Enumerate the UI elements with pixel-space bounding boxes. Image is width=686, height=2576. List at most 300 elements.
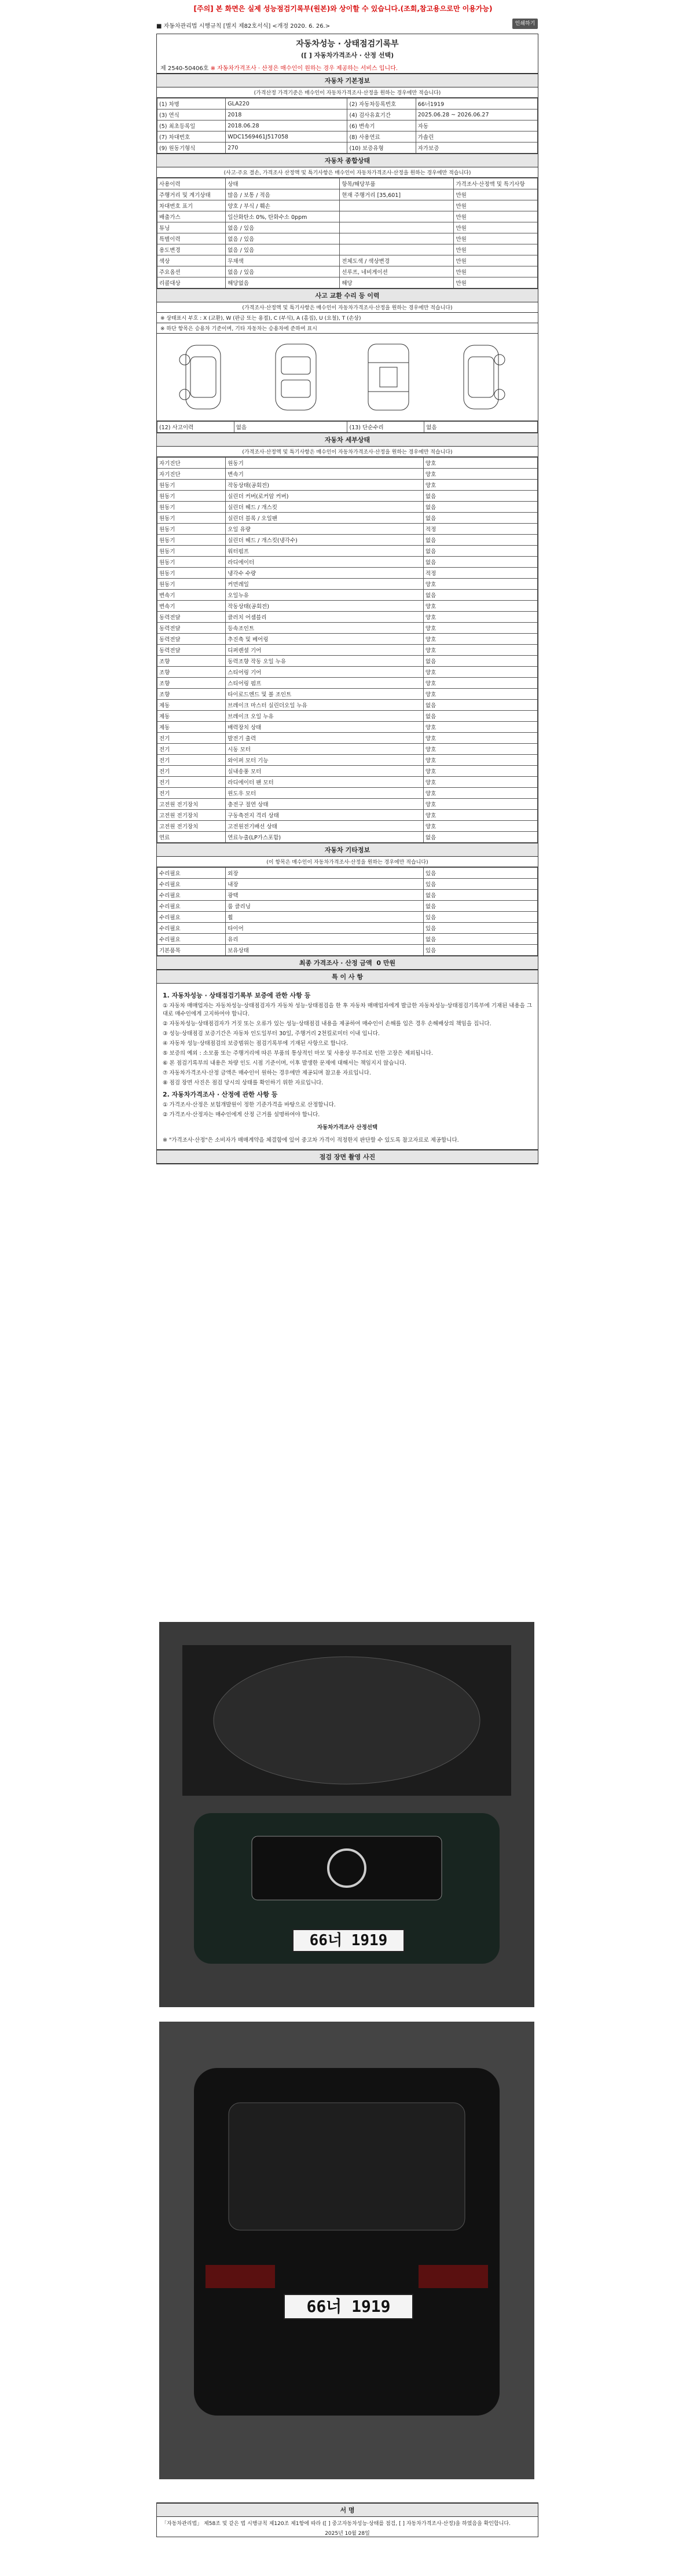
detail-row-cell-0: 동력전달 [157, 645, 226, 656]
disclaimer-notice: [주의] 본 화면은 실제 성능점검기록부(원본)와 상이할 수 있습니다.(조회,참고용으로만 이용가능) [193, 5, 493, 13]
detail-row-cell-0: 연료 [157, 832, 226, 843]
condition-row-cell-3: 만원 [454, 233, 538, 244]
detail-row-cell-0: 원동기 [157, 557, 226, 568]
condition-row-cell-0: 색상 [157, 255, 226, 266]
detail-row-cell-2: 없음 [423, 513, 537, 524]
price-section-title [157, 956, 538, 970]
option-row-cell-0: 기본품목 [157, 945, 226, 956]
detail-row-cell-0: 전기 [157, 766, 226, 777]
condition-row [157, 277, 538, 288]
simple-repair-value: 없음 [424, 422, 538, 433]
basic-section-title: 자동차 기본정보 [157, 74, 538, 87]
detail-row [157, 656, 538, 667]
option-row-cell-2: 있음 [423, 923, 537, 934]
detail-row-cell-2: 없음 [423, 590, 537, 601]
option-row [157, 879, 538, 890]
detail-row [157, 634, 538, 645]
detail-row-cell-2: 없음 [423, 700, 537, 711]
detail-row [157, 612, 538, 623]
special-item: ⑧ 점검 장면 사진은 점검 당시의 상태를 확인하기 위한 자료입니다. [163, 1080, 324, 1086]
special-item: ⑦ 자동차가격조사·산정 금액은 매수인이 원하는 경우에만 제공되며 참고용 자료입니다. [163, 1070, 371, 1076]
detail-row [157, 535, 538, 546]
detail-row-cell-2: 양호 [423, 480, 537, 491]
option-row-cell-0: 수리필요 [157, 890, 226, 901]
detail-row-cell-2: 양호 [423, 579, 537, 590]
option-row-cell-0: 수리필요 [157, 879, 226, 890]
condition-row-cell-3: 만원 [454, 222, 538, 233]
detail-row [157, 810, 538, 821]
special-item: ② 자동차성능·상태점검자가 거짓 또는 오류가 있는 성능·상태점검 내용을 제공하여 매수인이 손해를 입은 경우 손해배상의 책임을 집니다. [163, 1021, 491, 1027]
detail-row-cell-1: 실린더 블록 / 오일팬 [226, 513, 424, 524]
option-row-cell-0: 수리필요 [157, 923, 226, 934]
simple-repair-label: (13) 단순수리 [347, 422, 424, 433]
basic-section-note: (가격산정 가격기준은 매수인이 자동차가격조사·산정을 원하는 경우에만 적습니다) [157, 87, 538, 98]
special-list [163, 1002, 532, 1087]
detail-row-cell-1: 실린더 헤드 / 개스킷(냉각수) [226, 535, 424, 546]
detail-row-cell-2: 양호 [423, 601, 537, 612]
special-section-title: 특 이 사 항 [157, 970, 538, 984]
option-row-cell-1: 타이어 [226, 923, 424, 934]
condition-row [157, 222, 538, 233]
print-button[interactable]: 인쇄하기 [512, 19, 538, 29]
detail-row [157, 744, 538, 755]
condition-row-cell-1: 없음 / 있음 [226, 266, 340, 277]
condition-section-title: 자동차 종합상태 [157, 154, 538, 167]
special-item: ⑤ 보증의 예외 : 소모품 또는 주행거리에 따른 부품의 통상적인 마모 및 사용상 부주의로 인한 고장은 제외됩니다. [163, 1050, 433, 1057]
condition-row-cell-2: 현재 주행거리 [35,601] [340, 189, 454, 200]
condition-row-cell-1: 무채색 [226, 255, 340, 266]
detail-row-cell-0: 고전원 전기장치 [157, 810, 226, 821]
sheet-warning: ※ 자동차가격조사 · 산정은 매수인이 원하는 경우 제공하는 서비스 입니다. [210, 65, 398, 72]
condition-row-cell-1: 상태 [226, 178, 340, 189]
sheet-meta [157, 62, 538, 74]
detail-row [157, 689, 538, 700]
condition-row-cell-3: 가격조사·산정액 및 특기사항 [454, 178, 538, 189]
option-row-cell-2: 없음 [423, 901, 537, 912]
option-row-cell-2: 없음 [423, 890, 537, 901]
accident-history-table [157, 421, 538, 433]
condition-row-cell-1: 일산화탄소 0%, 탄화수소 0ppm [226, 211, 340, 222]
option-row-cell-2: 있음 [423, 945, 537, 956]
option-row [157, 901, 538, 912]
detail-row-cell-0: 고전원 전기장치 [157, 821, 226, 832]
detail-row [157, 458, 538, 469]
option-row-cell-1: 룸 클리닝 [226, 901, 424, 912]
detail-row-cell-2: 양호 [423, 766, 537, 777]
option-row [157, 923, 538, 934]
detail-row [157, 579, 538, 590]
detail-row-cell-0: 전기 [157, 733, 226, 744]
option-row-cell-2: 없음 [423, 934, 537, 945]
detail-row-cell-2: 양호 [423, 612, 537, 623]
sign-date: 2025년 10월 28일 [325, 2531, 370, 2537]
detail-row-cell-1: 연료누출(LP가스포함) [226, 832, 424, 843]
detail-row-cell-2: 없음 [423, 711, 537, 722]
basic-row-cell-2: (2) 자동차등록번호 [347, 98, 416, 109]
detail-row-cell-0: 원동기 [157, 502, 226, 513]
basic-row [157, 131, 538, 142]
special-item: ① 자동차 매매업자는 자동차성능·상태점검자가 자동차 성능·상태점검을 한 후 자동차 매매업자에게 발급한 자동차성능·상태점검기록부에 기재된 내용을 그대로 매수인에게 고지하여야 합니다. [163, 1003, 533, 1017]
detail-row-cell-1: 시동 모터 [226, 744, 424, 755]
detail-row-cell-2: 양호 [423, 755, 537, 766]
detail-table [157, 457, 538, 843]
condition-row-cell-2 [340, 222, 454, 233]
detail-row-cell-0: 원동기 [157, 579, 226, 590]
detail-row-cell-1: 작동상태(공회전) [226, 480, 424, 491]
basic-row-cell-3: 자동 [416, 120, 537, 131]
condition-row [157, 178, 538, 189]
detail-row-cell-0: 원동기 [157, 524, 226, 535]
condition-row-cell-3: 만원 [454, 266, 538, 277]
condition-row-cell-0: 주행거리 및 계기상태 [157, 189, 226, 200]
basic-row-cell-3: 자가보증 [416, 142, 537, 154]
detail-row-cell-2: 양호 [423, 689, 537, 700]
detail-row-cell-1: 배력장치 상태 [226, 722, 424, 733]
detail-row [157, 788, 538, 799]
condition-row-cell-0: 주요옵션 [157, 266, 226, 277]
condition-row-cell-3: 만원 [454, 255, 538, 266]
detail-row-cell-1: 동력조향 작동 오일 누유 [226, 656, 424, 667]
special-title-2: 2. 자동차가격조사 · 산정에 관한 사항 등 [163, 1091, 278, 1098]
detail-row-cell-2: 적정 [423, 568, 537, 579]
condition-row-cell-0: 용도변경 [157, 244, 226, 255]
car-diagram [157, 334, 538, 421]
accident-section-note: (가격조사·산정액 및 특기사항은 매수인이 자동차가격조사·산정을 원하는 경우에만 적습니다) [157, 302, 538, 313]
inspection-sheet [156, 34, 538, 1164]
condition-section-note: (사고·주요 결손, 가격조사 산정액 및 특기사항은 매수인이 자동차가격조사·산정을 원하는 경우에만 적습니다) [157, 167, 538, 178]
basic-row [157, 142, 538, 154]
condition-row-cell-0: 배출가스 [157, 211, 226, 222]
detail-row [157, 645, 538, 656]
detail-row-cell-1: 브레이크 마스터 실린더오일 누유 [226, 700, 424, 711]
option-row-cell-1: 유리 [226, 934, 424, 945]
condition-row-cell-1: 없음 / 있음 [226, 233, 340, 244]
detail-row-cell-0: 원동기 [157, 568, 226, 579]
option-row [157, 945, 538, 956]
condition-row [157, 189, 538, 200]
basic-row-cell-0: (5) 최초등록일 [157, 120, 226, 131]
detail-row-cell-2: 없음 [423, 546, 537, 557]
detail-row-cell-0: 원동기 [157, 491, 226, 502]
detail-row [157, 733, 538, 744]
condition-row-cell-0: 튜닝 [157, 222, 226, 233]
option-row [157, 868, 538, 879]
license-plate-front: 66너 1919 [292, 1929, 405, 1952]
detail-row-cell-0: 원동기 [157, 513, 226, 524]
detail-row-cell-1: 스티어링 펌프 [226, 678, 424, 689]
option-row-cell-1: 광택 [226, 890, 424, 901]
car-side-right-diagram [446, 339, 516, 415]
option-row [157, 890, 538, 901]
detail-row-cell-1: 충전구 절연 상태 [226, 799, 424, 810]
detail-row-cell-2: 양호 [423, 799, 537, 810]
detail-row-cell-0: 고전원 전기장치 [157, 799, 226, 810]
detail-row-cell-2: 적정 [423, 524, 537, 535]
special-notes [157, 984, 538, 1150]
detail-row-cell-0: 동력전달 [157, 612, 226, 623]
accident-section-title: 사고 교환 수리 등 이력 [157, 288, 538, 302]
sheet-number: 제 2540-50406호 [160, 65, 209, 72]
detail-row [157, 711, 538, 722]
special-item: ③ 성능·상태점검 보증기간은 자동차 인도일부터 30일, 주행거리 2천킬로미터 이내 입니다. [163, 1031, 380, 1037]
detail-row-cell-0: 조향 [157, 689, 226, 700]
detail-row-cell-2: 양호 [423, 777, 537, 788]
detail-row-cell-2: 양호 [423, 645, 537, 656]
detail-row-cell-0: 동력전달 [157, 623, 226, 634]
condition-row-cell-3: 만원 [454, 277, 538, 288]
detail-row-cell-0: 원동기 [157, 480, 226, 491]
condition-row [157, 200, 538, 211]
detail-row-cell-1: 오일 유량 [226, 524, 424, 535]
detail-row-cell-1: 고전원전기배선 상태 [226, 821, 424, 832]
detail-row-cell-2: 양호 [423, 469, 537, 480]
detail-row-cell-0: 조향 [157, 656, 226, 667]
condition-row-cell-2: 항목/해당부품 [340, 178, 454, 189]
option-row-cell-0: 수리필요 [157, 912, 226, 923]
detail-row [157, 799, 538, 810]
condition-row-cell-0: 특별이력 [157, 233, 226, 244]
condition-row [157, 244, 538, 255]
accident-legend: ※ 상태표시 부호 : X (교환), W (판금 또는 용접), C (부식), A (흠집), U (요철), T (손상) [157, 313, 538, 323]
option-row [157, 934, 538, 945]
option-row-cell-1: 내장 [226, 879, 424, 890]
option-row [157, 912, 538, 923]
condition-row-cell-2 [340, 233, 454, 244]
detail-row-cell-0: 조향 [157, 678, 226, 689]
sign-section-title: 서 명 [157, 2503, 538, 2517]
condition-row [157, 233, 538, 244]
detail-row-cell-0: 전기 [157, 744, 226, 755]
detail-row-cell-2: 양호 [423, 667, 537, 678]
detail-row-cell-1: 구동축전지 격리 상태 [226, 810, 424, 821]
detail-row [157, 832, 538, 843]
option-row-cell-1: 휠 [226, 912, 424, 923]
detail-row-cell-1: 라디에이터 팬 모터 [226, 777, 424, 788]
option-row-cell-2: 있음 [423, 879, 537, 890]
detail-row-cell-0: 변속기 [157, 601, 226, 612]
price-unit: 만원 [383, 959, 396, 967]
detail-row [157, 766, 538, 777]
option-row-cell-2: 있음 [423, 912, 537, 923]
license-plate-rear: 66너 1919 [284, 2294, 413, 2319]
price-title: 최종 가격조사 · 산정 금액 [299, 959, 372, 967]
detail-row-cell-2: 양호 [423, 458, 537, 469]
basic-row-cell-2: (6) 변속기 [347, 120, 416, 131]
detail-row-cell-0: 제동 [157, 711, 226, 722]
detail-row-cell-2: 양호 [423, 810, 537, 821]
basic-info-table [157, 98, 538, 154]
detail-row [157, 513, 538, 524]
detail-row-cell-0: 원동기 [157, 546, 226, 557]
special-item: ④ 자동차 성능·상태점검의 보증범위는 점검기록부에 기재된 사항으로 합니다. [163, 1040, 348, 1047]
detail-row-cell-2: 없음 [423, 557, 537, 568]
detail-row-cell-0: 원동기 [157, 535, 226, 546]
signature-block [156, 2502, 538, 2537]
car-side-left-diagram [168, 339, 238, 415]
detail-row-cell-0: 제동 [157, 700, 226, 711]
option-row-cell-0: 수리필요 [157, 868, 226, 879]
basic-row-cell-2: (4) 검사유효기간 [347, 109, 416, 120]
law-reference: ■ 자동차관리법 시행규칙 [별지 제82호서식] <개정 2020. 6. 26.> [156, 23, 331, 30]
detail-row-cell-1: 브레이크 오일 누유 [226, 711, 424, 722]
detail-row-cell-1: 윈도우 모터 [226, 788, 424, 799]
option-row-cell-1: 외장 [226, 868, 424, 879]
detail-row-cell-1: 원동기 [226, 458, 424, 469]
detail-row [157, 678, 538, 689]
condition-row-cell-2: 선루프, 네비게이션 [340, 266, 454, 277]
detail-row-cell-1: 작동상태(공회전) [226, 601, 424, 612]
detail-row-cell-1: 냉각수 수량 [226, 568, 424, 579]
sign-law-text: 「자동차관리법」 제58조 및 같은 법 시행규칙 제120조 제1항에 따라 ([ ] 중고자동차성능·상태를 점검, [ ] 자동차가격조사·산정)을 하였음을 확인합니다. [162, 2521, 511, 2527]
detail-section-title: 자동차 세부상태 [157, 433, 538, 447]
detail-row [157, 469, 538, 480]
basic-row-cell-2: (10) 보증유형 [347, 142, 416, 154]
condition-row-cell-1: 없음 / 있음 [226, 222, 340, 233]
detail-row-cell-1: 워터펌프 [226, 546, 424, 557]
special-title: 1. 자동차성능 · 상태점검기록부 보증에 관한 사항 등 [163, 992, 311, 999]
basic-row-cell-3: 가솔린 [416, 131, 537, 142]
photo-section-title: 점검 장면 촬영 사진 [157, 1150, 538, 1164]
detail-row-cell-0: 변속기 [157, 590, 226, 601]
detail-row-cell-1: 발전기 출력 [226, 733, 424, 744]
basic-row [157, 120, 538, 131]
detail-row-cell-1: 등속조인트 [226, 623, 424, 634]
condition-row-cell-1: 양호 / 부식 / 훼손 [226, 200, 340, 211]
condition-row-cell-2: 전체도색 / 색상변경 [340, 255, 454, 266]
detail-row [157, 590, 538, 601]
accident-history-label: (12) 사고이력 [157, 422, 234, 433]
special-item: ⑥ 본 점검기록부의 내용은 차량 인도 시점 기준이며, 이후 발생한 문제에 대해서는 책임지지 않습니다. [163, 1060, 406, 1066]
basic-row-cell-1: 270 [226, 142, 347, 154]
option-row-cell-2: 있음 [423, 868, 537, 879]
basic-row-cell-0: (1) 차명 [157, 98, 226, 109]
basic-row-cell-1: WDC1569461J517058 [226, 131, 347, 142]
condition-row-cell-2 [340, 211, 454, 222]
detail-row [157, 700, 538, 711]
detail-row-cell-1: 와이퍼 모터 기능 [226, 755, 424, 766]
basic-row-cell-0: (3) 연식 [157, 109, 226, 120]
detail-row-cell-1: 커먼레일 [226, 579, 424, 590]
detail-row [157, 821, 538, 832]
detail-row-cell-0: 전기 [157, 755, 226, 766]
option-table [157, 867, 538, 956]
special-item-2: ② 가격조사·산정자는 매수인에게 산정 근거를 설명하여야 합니다. [163, 1112, 320, 1118]
condition-row-cell-3: 만원 [454, 200, 538, 211]
detail-row-cell-1: 라디에이터 [226, 557, 424, 568]
detail-row [157, 755, 538, 766]
option-row-cell-0: 수리필요 [157, 934, 226, 945]
basic-row-cell-1: 2018 [226, 109, 347, 120]
condition-row-cell-1: 해당없음 [226, 277, 340, 288]
condition-row [157, 211, 538, 222]
condition-row-cell-3: 만원 [454, 189, 538, 200]
detail-row-cell-2: 없음 [423, 832, 537, 843]
detail-row [157, 480, 538, 491]
detail-row-cell-1: 스티어링 기어 [226, 667, 424, 678]
condition-row-cell-2 [340, 200, 454, 211]
inspection-photo-front [159, 1622, 534, 2007]
detail-row [157, 722, 538, 733]
inspection-photo-rear [159, 2022, 534, 2479]
condition-row-cell-3: 만원 [454, 244, 538, 255]
detail-row-cell-1: 실내송풍 모터 [226, 766, 424, 777]
condition-table [157, 178, 538, 288]
car-rear-image [159, 2022, 534, 2479]
detail-row-cell-2: 양호 [423, 733, 537, 744]
basic-row [157, 109, 538, 120]
basic-row-cell-0: (7) 차대번호 [157, 131, 226, 142]
condition-row-cell-0: 리콜대상 [157, 277, 226, 288]
condition-row-cell-0: 사용이력 [157, 178, 226, 189]
basic-row-cell-0: (9) 원동기형식 [157, 142, 226, 154]
detail-row-cell-0: 자기진단 [157, 469, 226, 480]
condition-row-cell-1: 없음 / 있음 [226, 244, 340, 255]
detail-row-cell-2: 양호 [423, 623, 537, 634]
detail-row [157, 601, 538, 612]
accident-scope-note: ※ 하단 항목은 승용차 기준이며, 기타 자동차는 승용차에 준하여 표시 [157, 323, 538, 334]
condition-row-cell-2: 해당 [340, 277, 454, 288]
basic-row-cell-3: 2025.06.28 ~ 2026.06.27 [416, 109, 537, 120]
detail-row-cell-2: 양호 [423, 722, 537, 733]
detail-row [157, 502, 538, 513]
price-choice-label: 자동차가격조사 산정선택 [317, 1124, 378, 1131]
detail-row [157, 568, 538, 579]
detail-row [157, 524, 538, 535]
detail-row-cell-1: 디퍼렌셜 기어 [226, 645, 424, 656]
detail-row [157, 777, 538, 788]
detail-row-cell-2: 양호 [423, 744, 537, 755]
option-row-cell-1: 보유상태 [226, 945, 424, 956]
condition-row-cell-1: 많음 / 보통 / 적음 [226, 189, 340, 200]
detail-row-cell-1: 추진축 및 베어링 [226, 634, 424, 645]
basic-row [157, 98, 538, 109]
basic-row-cell-2: (8) 사용연료 [347, 131, 416, 142]
detail-row-cell-2: 양호 [423, 634, 537, 645]
detail-row-cell-0: 자기진단 [157, 458, 226, 469]
detail-row-cell-1: 클러치 어셈블리 [226, 612, 424, 623]
detail-row [157, 557, 538, 568]
car-top-diagram [261, 339, 331, 415]
special-list-2 [163, 1101, 532, 1119]
detail-row-cell-2: 양호 [423, 788, 537, 799]
option-row-cell-0: 수리필요 [157, 901, 226, 912]
detail-row-cell-2: 없음 [423, 656, 537, 667]
detail-row-cell-1: 변속기 [226, 469, 424, 480]
detail-row-cell-1: 오일누유 [226, 590, 424, 601]
basic-row-cell-1: GLA220 [226, 98, 347, 109]
detail-row-cell-0: 동력전달 [157, 634, 226, 645]
condition-row [157, 255, 538, 266]
option-section-title: 자동차 기타정보 [157, 843, 538, 857]
price-choice-note: ※ "가격조사·산정"은 소비자가 매매계약을 체결함에 있어 중고차 가격이 적정한지 판단할 수 있도록 참고자료로 제공합니다. [163, 1137, 459, 1143]
detail-row-cell-1: 실린더 헤드 / 개스킷 [226, 502, 424, 513]
detail-row-cell-1: 타이로드엔드 및 볼 조인트 [226, 689, 424, 700]
detail-row [157, 546, 538, 557]
detail-row-cell-2: 양호 [423, 678, 537, 689]
sheet-subtitle: ([ ] 자동차가격조사 · 산정 선택) [300, 52, 394, 59]
detail-row-cell-2: 없음 [423, 502, 537, 513]
detail-row-cell-0: 조향 [157, 667, 226, 678]
car-underbody-diagram [354, 339, 423, 415]
detail-row-cell-2: 없음 [423, 491, 537, 502]
detail-row-cell-1: 실린더 커버(로커암 커버) [226, 491, 424, 502]
detail-row-cell-0: 전기 [157, 788, 226, 799]
detail-row-cell-2: 없음 [423, 535, 537, 546]
condition-row-cell-3: 만원 [454, 211, 538, 222]
option-section-note: (이 항목은 매수인이 자동차가격조사·산정을 원하는 경우에만 적습니다) [157, 857, 538, 867]
detail-row-cell-0: 전기 [157, 777, 226, 788]
condition-row [157, 266, 538, 277]
